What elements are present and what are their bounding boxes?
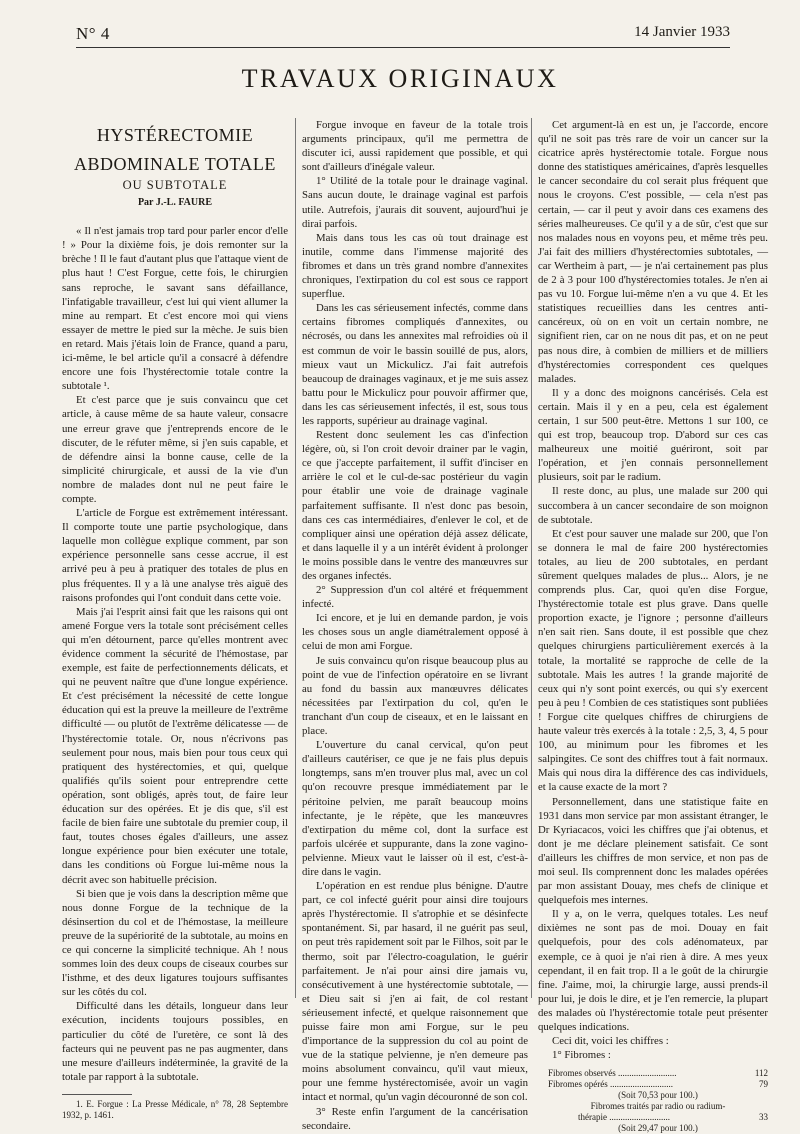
page-header	[76, 24, 730, 48]
paragraph: Mais j'ai l'esprit ainsi fait que les raisons qui ont amené Forgue vers la totale sont précisément celles qui m'en détournent, parce qu'elles montrent avec évidence comment la sécurité de l'hémostase, par exemple, est faite de perfectionnements délicats, et qui ne peuvent naître que d'une longue expérience. Et c'est précisément la nécessité de cette longue éducation qui est la preuve la meilleure de l'extrême difficulté — ou plutôt de l'extrême délicatesse — de l'hystérectomie totale. Or, nous n'écrivons pas seulement pour nous, mais bien pour tous ceux qui pratiquent des hystérectomies, et qui, quelque qualifiés qu'ils soient pour entreprendre cette opération, sont obligés, après tout, de faire leur éducation sur des opérées. Et je dis que, s'il est facile de bien faire une subtotale du premier coup, il faut, toutes choses égales d'ailleurs, une assez longue expérience pour bien exécuter une totale, dans les conditions où Forgue lui-même nous la décrit avec son habituelle précision.	[62, 605, 288, 886]
table-row-label: Fibromes observés ..........................	[548, 1068, 677, 1079]
column-divider	[295, 118, 296, 998]
header-rule	[76, 47, 730, 48]
column-2	[302, 118, 528, 1133]
paragraph: Ici encore, et je lui en demande pardon, je vois les choses sous un angle diamétralement opposé à celui de mon ami Forgue.	[302, 612, 528, 653]
table-row-value: 33	[759, 1112, 768, 1123]
article-title-line-1: HYSTÉRECTOMIE	[96, 125, 254, 145]
paragraph: Difficulté dans les détails, longueur dans leur exécution, incidents toujours possibles, en particulier du côté de l'uretère, ce sont là des facteurs qui ne peuvent pas ne pas augmenter, dans une mesure d'ailleurs indéterminée, la gravité de la totale par rapport à la subtotale.	[62, 1000, 288, 1083]
table-row	[548, 1112, 768, 1123]
list-heading: 1° Fibromes :	[552, 1049, 611, 1062]
paragraph: Il y a donc des moignons cancérisés. Cela est certain. Mais il y en a peu, cela est également certain, 1 sur 500 peut-être. Mettons 1 sur 100, ce qui est trop, beaucoup trop. D'abord sur ces cas malheureux une moitié guériront, soit par l'opération, et j'en connais personnellement plusieurs, soit par le radium.	[538, 386, 768, 484]
paragraph: Je suis convaincu qu'on risque beaucoup plus au point de vue de l'infection opératoire en se livrant au fond du bassin aux manœuvres délicates nécessitées par l'extirpation du col, qu'en le tranchant d'un coup de ciseaux, et en le laissant en place.	[302, 654, 528, 738]
paragraph: Mais dans tous les cas où tout drainage est inutile, comme dans l'immense majorité des fibromes et dans un très grand nombre d'annexites chroniques, l'extirpation du col est sous ce rapport superflue.	[302, 231, 528, 301]
table-row-label: thérapie ...........................	[578, 1112, 670, 1123]
article-subtitle: OU SUBTOTALE	[122, 178, 228, 192]
table-percentage: (Soit 70,53 pour 100.)	[618, 1090, 698, 1101]
paragraph: L'ouverture du canal cervical, qu'on peut d'ailleurs cautériser, ce que je ne fais plus depuis longtemps, sans m'en trouver plus mal, avec un col qu'on recouvre presque immédiatement par le péritoine pelvien, me paraît beaucoup moins infectante, je le répète, que les manœuvres d'extirpation du même col, dont la surface est parfois ulcérée et suppurante, dans la zone vagino-pelvienne. Mieux vaut le laisser où il est, c'est-à-dire dans le vagin.	[302, 739, 528, 878]
paragraph: 3° Reste enfin l'argument de la cancérisation secondaire.	[302, 1105, 528, 1132]
paragraph: Personnellement, dans une statistique faite en 1931 dans mon service par mon assistant étranger, le Dr Kyriacacos, voici les chiffres que j'ai obtenus, et dont je me déclare pleinement satisfait. Ce sont d'ailleurs les chiffres de mon service, et non pas de moi seul. Ils comprennent donc les malades opérées par mon assistant Douay, mes chefs de clinique et quelquefois mes internes.	[538, 795, 768, 907]
column-1	[62, 118, 288, 1122]
table-row	[548, 1079, 768, 1090]
paragraph: Et c'est parce que je suis convaincu que cet article, à cause même de sa haute valeur, consacre une erreur grave que j'entreprends encore de le discuter, de le réfuter même, si j'en suis capable, et de défendre ainsi la bonne cause, celle de la simplicité chirurgicale, et aussi de la vie d'un nombre de malades dont nul ne peut faire le compte.	[62, 394, 288, 505]
article-author: Par J.-L. FAURE	[137, 197, 213, 209]
table-row	[548, 1068, 768, 1079]
paragraph: Restent donc seulement les cas d'infection légère, où, si l'on croit devoir drainer par le vagin, ce que j'accepte parfaitement, il suffit d'inciser en arrière le col et le cul-de-sac postérieur du vagin pour établir une voie de drainage vaginale parfaitement suffisante. Il n'est donc pas besoin, dans ces cas intermédiaires, d'enlever le col, et de compliquer ainsi une opération déjà assez délicate, et dans laquelle il y a un intérêt évident à prolonger le moins possible dans le ventre des manœuvres sur des organes infectés.	[302, 429, 528, 582]
column-divider	[531, 118, 532, 998]
article-title-line-2: ABDOMINALE TOTALE	[74, 154, 276, 174]
footnote: 1. E. Forgue : La Presse Médicale, n° 78, 28 Septembre 1932, p. 1461.	[62, 1098, 288, 1121]
paragraph: 1° Utilité de la totale pour le drainage vaginal. Sans aucun doute, le drainage vaginal est parfois utile. Autrefois, j'aurais dit souvent, aujourd'hui je dirai parfois.	[302, 175, 528, 230]
paragraph: L'article de Forgue est extrêmement intéressant. Il comporte toute une partie psychologique, dans laquelle mon collègue explique comment, par son expérience personnelle sans cesse accrue, il est arrivé peu à peu à pratiquer des totales de plus en plus fréquentes. Il y a là une analyse très aiguë des raisons profondes qui l'ont conduit dans cette voie.	[62, 507, 288, 604]
table-percentage: (Soit 29,47 pour 100.)	[618, 1123, 698, 1134]
issue-number: N° 4	[76, 24, 110, 43]
paragraph: Il y a, on le verra, quelques totales. Les neuf dixièmes ne sont pas de moi. Douay en fait quelquefois, pour des cols adénomateux, par exemple, ce à quoi je n'ai rien à dire. A mes yeux cependant, il en fait trop. Il a le goût de la chirurgie fine. J'aime, moi, la chirurgie large, aussi prends-il pour lui, je dois le dire, et je l'en remercie, la plupart des malades où l'hystérectomie totale peut présenter quelques indications.	[538, 908, 768, 1033]
paragraph: Forgue invoque en faveur de la totale trois arguments principaux, qu'il me permettra de discuter ici, aussi rapidement que possible, et qui sont d'ailleurs d'inégale valeur.	[302, 119, 528, 174]
statistics-table	[538, 1068, 768, 1134]
table-row-label: Fibromes traités par radio ou radium-	[590, 1101, 726, 1112]
paragraph: Il reste donc, au plus, une malade sur 200 qui succombera à un cancer secondaire de son moignon de subtotale.	[538, 485, 768, 526]
paragraph: « Il n'est jamais trop tard pour parler encor d'elle ! » Pour la dixième fois, je dois remonter sur la brèche ! Il le faut d'autant plus que l'attaque vient de plus haut ! C'est Forgue, cette fois, le chirurgien sans reproche, le savant sans défaillance, l'infatigable travailleur, c'est lui qui vient allumer la mine au rempart. Et c'est encore moi qui viens essayer de mettre le pied sur la mèche. Je suis bien en retard. Mais j'étais loin de France, quand a paru, ici-même, le bel article qu'il a consacré à défendre encore une fois l'hystérectomie totale contre la subtotale ¹.	[62, 225, 288, 393]
paragraph: Dans les cas sérieusement infectés, comme dans certains fibromes compliqués d'annexites, ou nécrosés, ou dans les annexites mal refroidies où il est commun de voir le bassin souillé de pus, alors, mieux vaut un Mickulicz. J'ai fait autrefois beaucoup de drainages vaginaux, et je me suis assez battu pour le Mickulicz pour pouvoir affirmer que, dans les cas sérieusement infectés, il est, sous tous les rapports, supérieur au drainage vaginal.	[302, 302, 528, 427]
issue-date: 14 Janvier 1933	[634, 24, 730, 40]
table-row-label: Fibromes opérés ............................	[548, 1079, 673, 1090]
paragraph: 2° Suppression d'un col altéré et fréquemment infecté.	[302, 584, 528, 611]
paragraph: Et c'est pour sauver une malade sur 200, que l'on se donnera le mal de faire 200 hystérectomies totales, au lieu de 200 subtotales, en perdant sûrement quelques malades de plus... Alors, je ne comprends plus. Car, quoi qu'en dise Forgue, l'hystérectomie totale est plus grave. Dans quelle proportion exacte, je l'ignore ; personne d'ailleurs n'en sait rien. Sans doute, il est possible que chez quelques chirurgiens particulièrement exercés à la totale, la mortalité se rapproche de celle de la subtotale. Mais les autres ! la grande majorité de ceux qui n'y sont point exercés, ou qui s'y exercent peu à peu ! Combien de ces statistiques sont publiées ! Forgue cite quelques chiffres de chirurgiens de haute valeur très exercés à la totale : 2,5, 3, 4, 5 pour 100, au minimum pour les fibromes et les salpingites. Ce sont des chiffres tout à fait normaux. Mais qui nous dira la différence des cas individuels, et la cause exacte de la mort ?	[538, 527, 768, 794]
paragraph: Si bien que je vois dans la description même que nous donne Forgue de la technique de la désinsertion du col et de l'hémostase, la meilleure preuve de la supériorité de la subtotale, au moins en ce qui concerne la simplicité technique. Ah ! nous sommes loin des deux coups de ciseaux courbes sur l'isthme, et des deux ligatures toujours suffisantes sur les côtés du col.	[62, 887, 288, 999]
table-row-value: 112	[754, 1068, 768, 1079]
footnote-rule	[62, 1094, 132, 1095]
table-row-value: 79	[759, 1079, 768, 1090]
paragraph: L'opération en est rendue plus bénigne. D'autre part, ce col infecté guérit pour ainsi dire toujours après l'hystérectomie. Il s'atrophie et se désinfecte spontanément. Si, par hasard, il ne guérit pas seul, on peut très rapidement soit par le Filhos, soit par le thermo, soit par l'électro-coagulation, le guérir parfaitement. Je n'ai pour ainsi dire jamais vu, consécutivement à une hystérectomie subtotale, — et Dieu sait si j'en ai fait, de col restant sérieusement infecté, et quelque raisonnement que puisse faire mon ami Forgue, sur le peu d'importance de la suppression du col au point de vue de la statique pelvienne, je n'en demeure pas moins absolument convaincu, qu'il vaut mieux, pour une femme hystérectomisée, avoir un vagin intact et normal, qu'un vagin découronné de son col.	[302, 880, 528, 1104]
section-title: TRAVAUX ORIGINAUX	[241, 64, 559, 93]
paragraph: Cet argument-là en est un, je l'accorde, encore qu'il ne soit pas très rare de voir un cancer sur la cicatrice après hystérectomie totale. Forgue nous donne des statistiques américaines, d'après lesquelles le cancer secondaire du col serait plus fréquent que nous le croyons. C'est possible, — cela n'est pas certain, — car il peut y avoir dans ces examens des séries malheureuses. Ce qu'il y a de sûr, c'est que sur nos malades nous en voyons peu, et même très peu. J'ai fait des milliers d'hystérectomies subtotales, — car Wertheim à part, — je n'ai certainement pas plus de 2 à 3 pour 100 d'hystérectomies totales. Je n'en ai pas vu 10. Forgue lui-même n'en a vu que 4. Et les statistiques recueillies dans les centres anti-cancéreux, où on en voit un certain nombre, ne signifient rien, car on ne nous dit pas, et on ne peut pas nous dire, à combien de milliers et de milliers d'hystérectomies correspondent ces quelques malades.	[538, 119, 768, 385]
paragraph: Ceci dit, voici les chiffres :	[552, 1035, 669, 1048]
column-3	[538, 118, 768, 1134]
